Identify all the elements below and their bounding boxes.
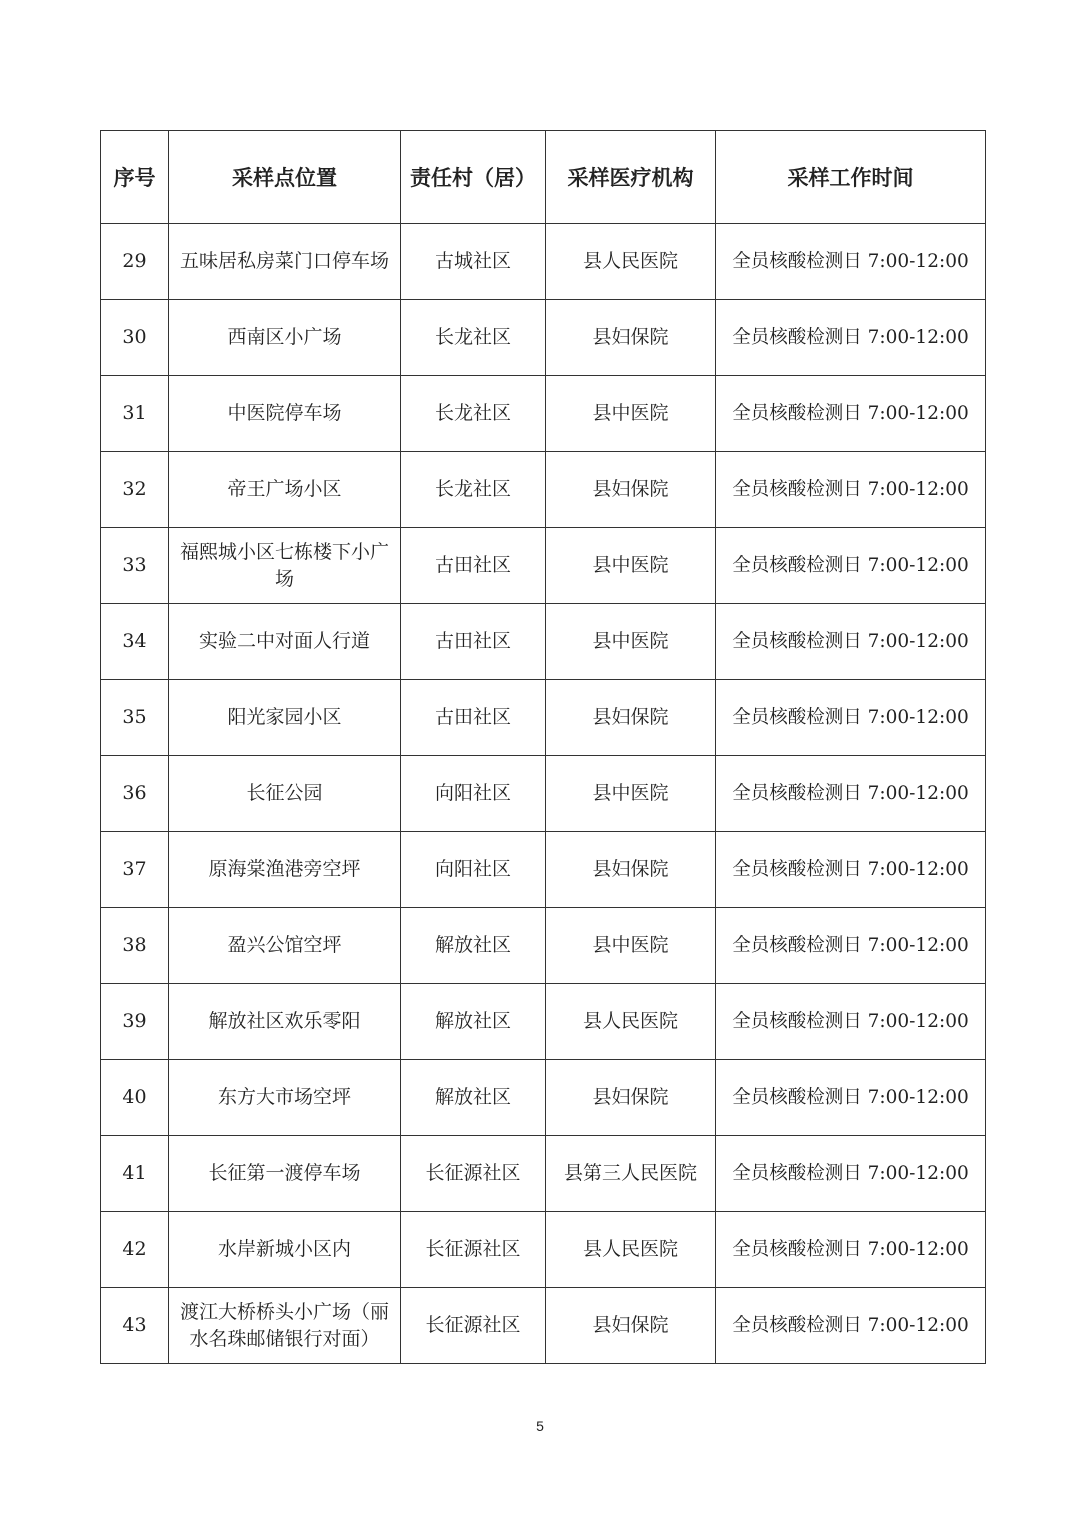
cell-location: 阳光家园小区 xyxy=(169,680,401,756)
cell-time: 全员核酸检测日 7:00-12:00 xyxy=(716,452,986,528)
cell-village: 古田社区 xyxy=(401,604,546,680)
cell-location: 西南区小广场 xyxy=(169,300,401,376)
cell-location: 长征公园 xyxy=(169,756,401,832)
cell-time: 全员核酸检测日 7:00-12:00 xyxy=(716,680,986,756)
cell-location: 实验二中对面人行道 xyxy=(169,604,401,680)
cell-location: 东方大市场空坪 xyxy=(169,1060,401,1136)
cell-village: 长龙社区 xyxy=(401,376,546,452)
header-location: 采样点位置 xyxy=(169,131,401,224)
page-number: 5 xyxy=(536,1418,544,1434)
cell-institution: 县中医院 xyxy=(546,604,716,680)
cell-institution: 县中医院 xyxy=(546,756,716,832)
cell-location: 福熙城小区七栋楼下小广场 xyxy=(169,528,401,604)
cell-time: 全员核酸检测日 7:00-12:00 xyxy=(716,832,986,908)
table-row xyxy=(101,832,986,908)
cell-no: 43 xyxy=(101,1288,169,1364)
cell-village: 古田社区 xyxy=(401,528,546,604)
cell-time: 全员核酸检测日 7:00-12:00 xyxy=(716,300,986,376)
table-row xyxy=(101,908,986,984)
cell-time: 全员核酸检测日 7:00-12:00 xyxy=(716,1060,986,1136)
cell-no: 31 xyxy=(101,376,169,452)
cell-no: 35 xyxy=(101,680,169,756)
cell-location: 帝王广场小区 xyxy=(169,452,401,528)
cell-village: 长征源社区 xyxy=(401,1136,546,1212)
cell-institution: 县妇保院 xyxy=(546,452,716,528)
table-header-row xyxy=(101,131,986,224)
cell-no: 36 xyxy=(101,756,169,832)
cell-no: 37 xyxy=(101,832,169,908)
cell-village: 解放社区 xyxy=(401,984,546,1060)
table-row xyxy=(101,452,986,528)
cell-institution: 县中医院 xyxy=(546,908,716,984)
cell-time: 全员核酸检测日 7:00-12:00 xyxy=(716,1212,986,1288)
table-row xyxy=(101,528,986,604)
cell-no: 29 xyxy=(101,224,169,300)
cell-institution: 县妇保院 xyxy=(546,1288,716,1364)
header-village: 责任村（居） xyxy=(401,131,546,224)
cell-time: 全员核酸检测日 7:00-12:00 xyxy=(716,756,986,832)
cell-location: 水岸新城小区内 xyxy=(169,1212,401,1288)
cell-institution: 县妇保院 xyxy=(546,832,716,908)
header-institution: 采样医疗机构 xyxy=(546,131,716,224)
cell-location: 五味居私房菜门口停车场 xyxy=(169,224,401,300)
cell-location: 中医院停车场 xyxy=(169,376,401,452)
cell-institution: 县妇保院 xyxy=(546,1060,716,1136)
cell-village: 长龙社区 xyxy=(401,452,546,528)
cell-no: 41 xyxy=(101,1136,169,1212)
cell-no: 30 xyxy=(101,300,169,376)
cell-no: 32 xyxy=(101,452,169,528)
cell-time: 全员核酸检测日 7:00-12:00 xyxy=(716,1136,986,1212)
table-row xyxy=(101,984,986,1060)
cell-location: 原海棠渔港旁空坪 xyxy=(169,832,401,908)
cell-institution: 县第三人民医院 xyxy=(546,1136,716,1212)
cell-institution: 县中医院 xyxy=(546,528,716,604)
cell-no: 33 xyxy=(101,528,169,604)
table-row xyxy=(101,604,986,680)
table-row xyxy=(101,1288,986,1364)
cell-institution: 县中医院 xyxy=(546,376,716,452)
cell-village: 向阳社区 xyxy=(401,756,546,832)
cell-village: 长征源社区 xyxy=(401,1288,546,1364)
cell-institution: 县妇保院 xyxy=(546,300,716,376)
sampling-site-table xyxy=(100,130,986,1364)
cell-no: 38 xyxy=(101,908,169,984)
cell-time: 全员核酸检测日 7:00-12:00 xyxy=(716,528,986,604)
table-row xyxy=(101,300,986,376)
cell-no: 34 xyxy=(101,604,169,680)
cell-time: 全员核酸检测日 7:00-12:00 xyxy=(716,604,986,680)
cell-time: 全员核酸检测日 7:00-12:00 xyxy=(716,1288,986,1364)
cell-no: 39 xyxy=(101,984,169,1060)
cell-no: 42 xyxy=(101,1212,169,1288)
cell-time: 全员核酸检测日 7:00-12:00 xyxy=(716,908,986,984)
header-no: 序号 xyxy=(101,131,169,224)
cell-institution: 县妇保院 xyxy=(546,680,716,756)
cell-institution: 县人民医院 xyxy=(546,1212,716,1288)
table-row xyxy=(101,1136,986,1212)
cell-village: 古城社区 xyxy=(401,224,546,300)
table-row xyxy=(101,1212,986,1288)
cell-time: 全员核酸检测日 7:00-12:00 xyxy=(716,376,986,452)
cell-village: 古田社区 xyxy=(401,680,546,756)
table-row xyxy=(101,376,986,452)
table-row xyxy=(101,756,986,832)
cell-village: 长征源社区 xyxy=(401,1212,546,1288)
table-row xyxy=(101,224,986,300)
cell-no: 40 xyxy=(101,1060,169,1136)
cell-village: 解放社区 xyxy=(401,908,546,984)
cell-location: 盈兴公馆空坪 xyxy=(169,908,401,984)
cell-village: 长龙社区 xyxy=(401,300,546,376)
cell-time: 全员核酸检测日 7:00-12:00 xyxy=(716,224,986,300)
table-row xyxy=(101,1060,986,1136)
header-time: 采样工作时间 xyxy=(716,131,986,224)
cell-location: 长征第一渡停车场 xyxy=(169,1136,401,1212)
sampling-site-table-wrapper xyxy=(100,130,986,1364)
cell-location: 解放社区欢乐零阳 xyxy=(169,984,401,1060)
cell-location: 渡江大桥桥头小广场（丽水名珠邮储银行对面） xyxy=(169,1288,401,1364)
cell-time: 全员核酸检测日 7:00-12:00 xyxy=(716,984,986,1060)
table-row xyxy=(101,680,986,756)
cell-village: 向阳社区 xyxy=(401,832,546,908)
cell-institution: 县人民医院 xyxy=(546,224,716,300)
cell-institution: 县人民医院 xyxy=(546,984,716,1060)
cell-village: 解放社区 xyxy=(401,1060,546,1136)
